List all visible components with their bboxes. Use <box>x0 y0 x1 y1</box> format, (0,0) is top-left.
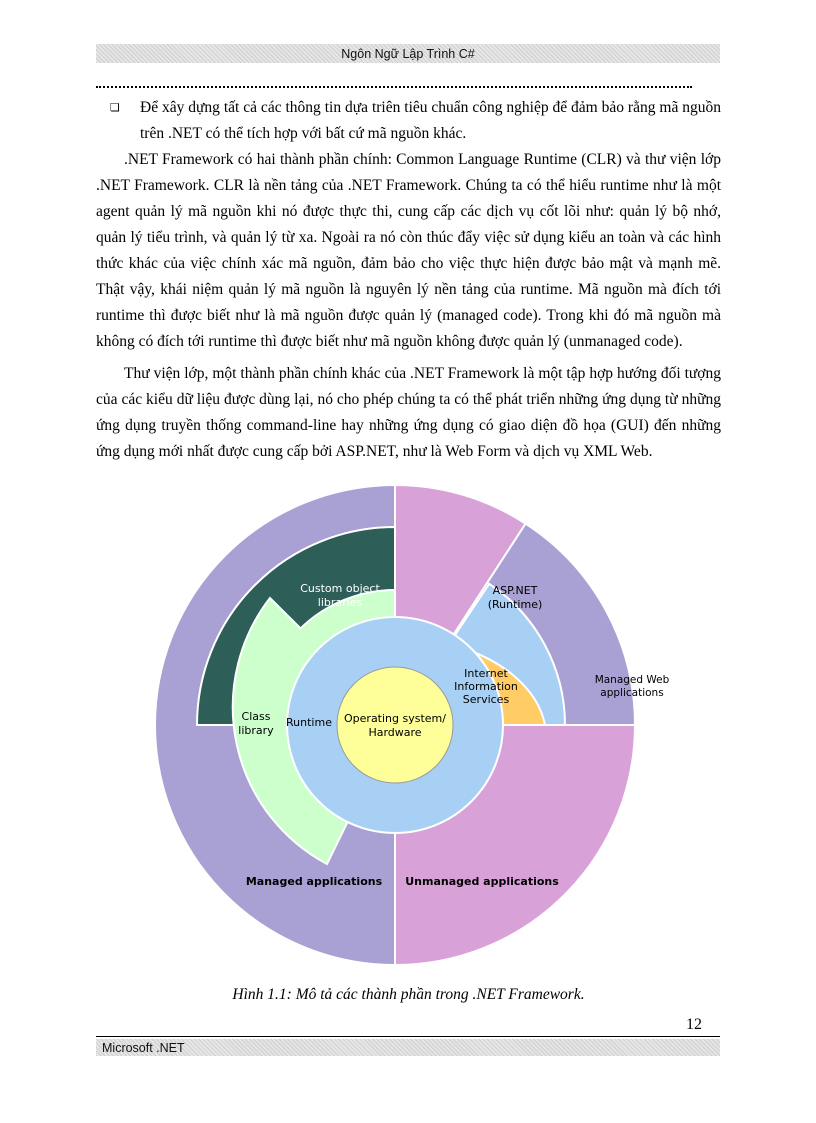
iis-label-3: Services <box>462 693 510 706</box>
bullet-item <box>96 95 721 147</box>
managed-applications-label: Managed applications <box>245 875 383 888</box>
checkbox-bullet-icon: ❏ <box>110 101 120 114</box>
paragraph-class-library: Thư viện lớp, một thành phần chính khác của .NET Framework là một tập hợp hướng đối tượng của các kiểu dữ liệu được dùng lại, nó cho phép chúng ta có thể phát triển những ứng dụng từ những ứng dụng truyền thống command-line hay những ứng dụng có giao diện đồ họa (GUI) đến những ứng dụng mới nhất được cung cấp bởi ASP.NET, như là Web Form và dịch vụ XML Web. <box>96 365 721 460</box>
class-library-label-2: library <box>238 724 274 737</box>
custom-object-libraries-label-1: Custom object <box>300 582 380 595</box>
footer-divider <box>96 1036 720 1037</box>
header-title: Ngôn Ngữ Lập Trình C# <box>341 46 475 61</box>
page-number: 12 <box>686 1016 702 1033</box>
class-library-label-1: Class <box>241 710 271 723</box>
operating-system-circle <box>337 667 453 783</box>
header-divider <box>96 86 692 88</box>
operating-system-label-2: Hardware <box>368 726 422 739</box>
aspnet-label-1: ASP.NET <box>492 584 538 597</box>
footer-bar <box>96 1039 720 1056</box>
header-bar <box>96 44 720 63</box>
net-framework-diagram <box>140 485 680 965</box>
bullet-text: Để xây dựng tất cả các thông tin dựa triên tiêu chuẩn công nghiệp để đảm bảo rằng mã nguồn trên .NET có thể tích hợp với bất cứ mã nguồn khác. <box>140 99 721 142</box>
unmanaged-applications-label: Unmanaged applications <box>405 875 559 888</box>
operating-system-label-1: Operating system/ <box>344 712 446 725</box>
runtime-label: Runtime <box>286 716 332 729</box>
managed-web-label-2: applications <box>600 687 664 699</box>
paragraph-clr: .NET Framework có hai thành phần chính: Common Language Runtime (CLR) và thư viện lớp .NET Framework. CLR là nền tảng của .NET Framework. Chúng ta có thể hiểu runtime như là một agent quản lý mã nguồn khi nó được thực thi, cung cấp các dịch vụ cốt lõi như: quản lý bộ nhớ, quản lý tiểu trình, và quản lý từ xa. Ngoài ra nó còn thúc đẩy việc sử dụng kiểu an toàn và các hình thức khác của việc chính xác mã nguồn, đảm bảo cho việc thực hiện được bảo mật và mạnh mẽ. Thật vậy, khái niệm quản lý mã nguồn là nguyên lý nền tảng của runtime. Mã nguồn mà đích tới runtime thì được biết như là mã nguồn được quản lý (managed code). Trong khi đó mã nguồn mà không có đích tới runtime thì được biết như mã nguồn không được quản lý (unmanaged code). <box>96 151 721 350</box>
iis-label-2: Information <box>454 680 518 693</box>
custom-object-libraries-label-2: libraries <box>317 596 363 609</box>
managed-web-label-1: Managed Web <box>594 674 670 686</box>
figure-caption: Hình 1.1: Mô tả các thành phần trong .NET Framework. <box>232 986 585 1003</box>
aspnet-label-2: (Runtime) <box>487 598 543 611</box>
iis-label-1: Internet <box>464 667 508 680</box>
footer-label: Microsoft .NET <box>102 1040 185 1055</box>
